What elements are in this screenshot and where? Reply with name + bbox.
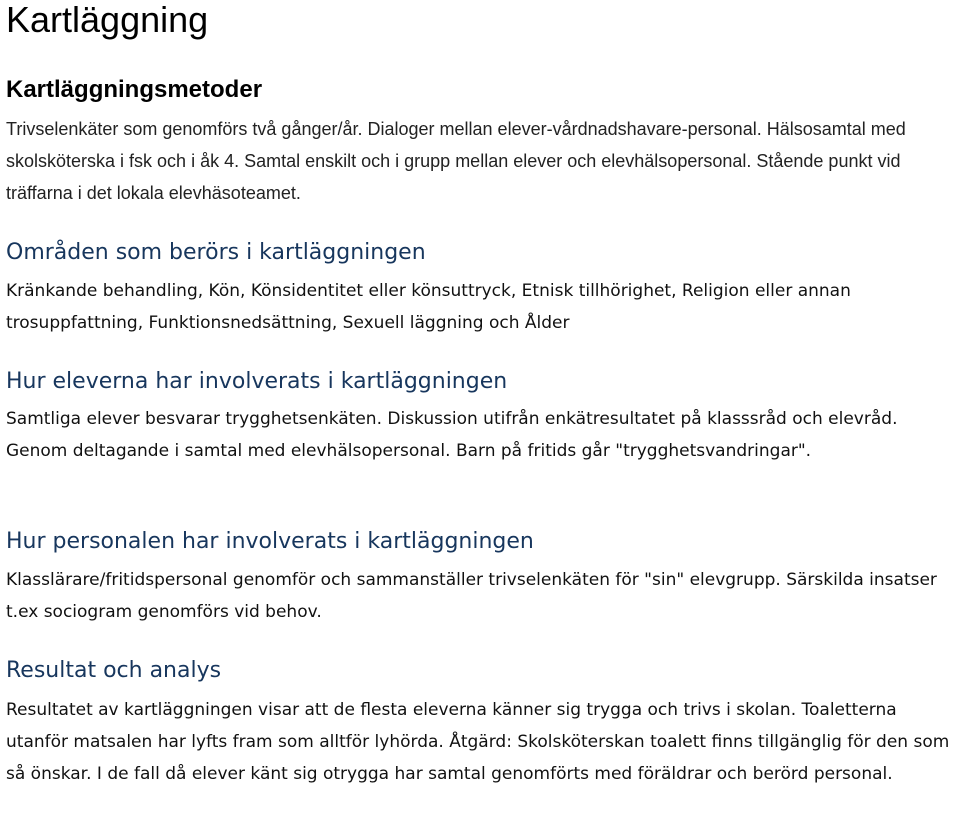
section-heading-kartlaggningsmetoder: Kartläggningsmetoder xyxy=(6,76,263,103)
section-body-eleverna-involverats: Samtliga elever besvarar trygghetsenkäten. Diskussion utifrån enkätresultatet på klasssråd och elevråd. Genom deltagande i samtal med elevhälsopersonal. Barn på fritids går "trygghetsvandringar". xyxy=(6,409,898,461)
section-heading-personalen-involverats: Hur personalen har involverats i kartläggningen xyxy=(6,529,534,554)
section-heading-eleverna-involverats: Hur eleverna har involverats i kartläggningen xyxy=(6,369,508,394)
section-body-omraden: Kränkande behandling, Kön, Könsidentitet eller könsuttryck, Etnisk tillhörighet, Religion eller annan trosuppfattning, Funktionsnedsättning, Sexuell läggning och Ålder xyxy=(6,281,851,333)
section-heading-omraden: Områden som berörs i kartläggningen xyxy=(6,240,426,265)
section-heading-resultat-och-analys: Resultat och analys xyxy=(6,658,222,683)
section-body-kartlaggningsmetoder: Trivselenkäter som genomförs två gånger/år. Dialoger mellan elever-vårdnadshavare-personal. Hälsosamtal med skolsköterska i fsk och i åk 4. Samtal enskilt och i grupp mellan elever och elevhälsopersonal. Stående punkt vid träffarna i det lokala elevhäsoteamet. xyxy=(6,119,906,203)
page-title: Kartläggning xyxy=(6,0,209,40)
section-body-personalen-involverats: Klasslärare/fritidspersonal genomför och sammanställer trivselenkäten för "sin" elevgrupp. Särskilda insatser t.ex sociogram genomförs vid behov. xyxy=(6,570,937,622)
section-body-resultat-och-analys: Resultatet av kartläggningen visar att de flesta eleverna känner sig trygga och trivs i skolan. Toaletterna utanför matsalen har lyfts fram som alltför lyhörda. Åtgärd: Skolsköterskan toalett finns tillgänglig för den som så önskar. I de fall då elever känt sig otrygga har samtal genomförts med föräldrar och berörd personal. xyxy=(6,700,950,784)
